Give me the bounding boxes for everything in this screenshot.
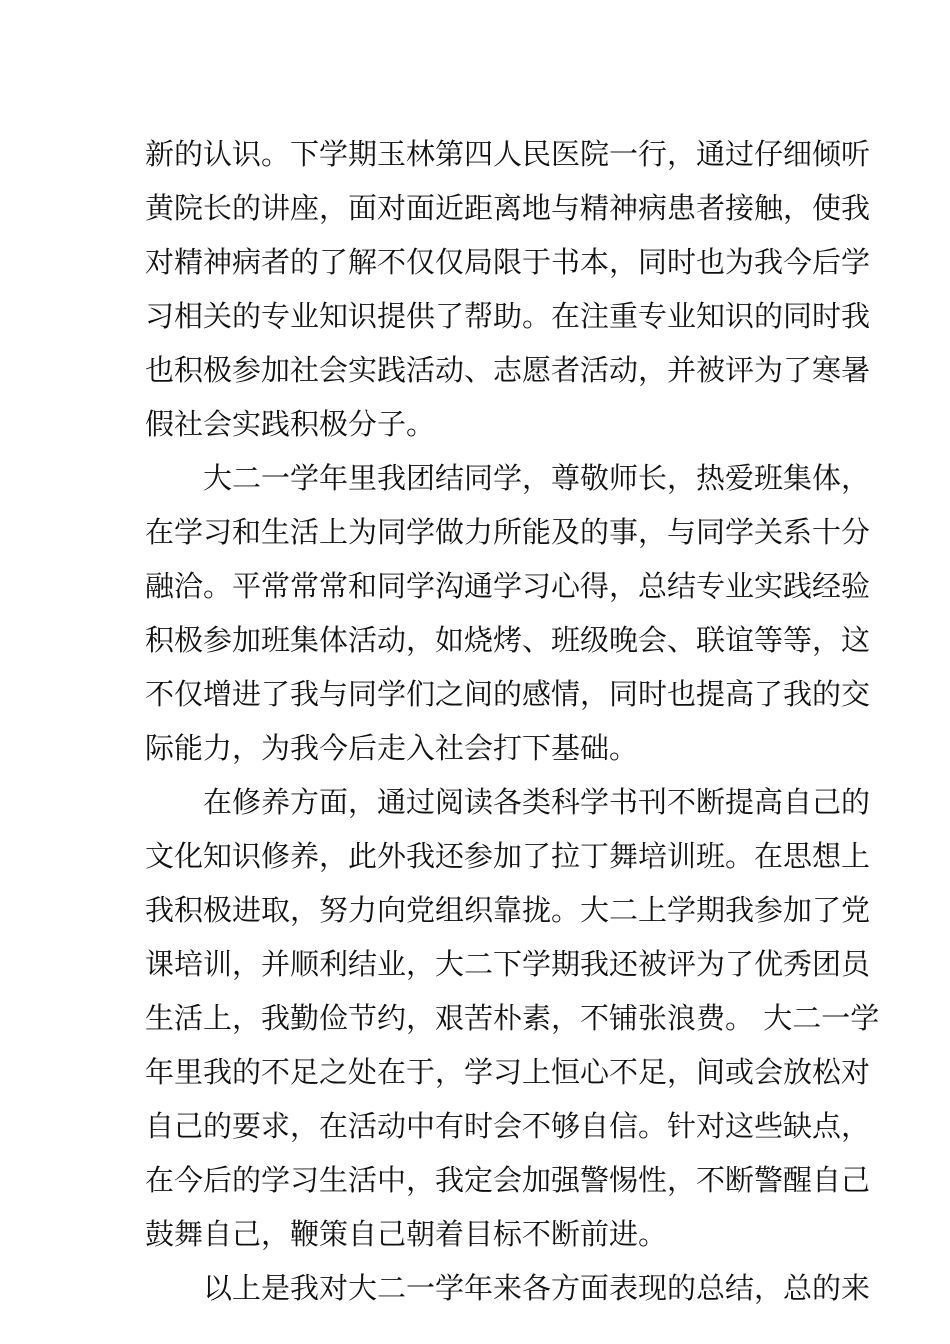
text-line: 课培训，并顺利结业，大二下学期我还被评为了优秀团员 (145, 947, 871, 981)
text-line: 融洽。平常常常和同学沟通学习心得，总结专业实践经验 (145, 569, 871, 603)
text-line: 对精神病者的了解不仅仅局限于书本，同时也为我今后学 (145, 245, 871, 279)
text-line: 在学习和生活上为同学做力所能及的事，与同学关系十分 (145, 515, 871, 549)
text-line: 大二一学年里我团结同学，尊敬师长，热爱班集体， (145, 461, 871, 495)
text-line: 习相关的专业知识提供了帮助。在注重专业知识的同时我 (145, 299, 871, 333)
text-line: 积极参加班集体活动，如烧烤、班级晚会、联谊等等，这 (145, 623, 871, 657)
text-line: 黄院长的讲座，面对面近距离地与精神病患者接触，使我 (145, 191, 871, 225)
text-line: 年里我的不足之处在于，学习上恒心不足，间或会放松对 (145, 1055, 871, 1089)
text-line: 文化知识修养，此外我还参加了拉丁舞培训班。在思想上 (145, 839, 871, 873)
text-line: 新的认识。下学期玉林第四人民医院一行，通过仔细倾听 (145, 137, 871, 171)
text-line: 我积极进取，努力向党组织靠拢。大二上学期我参加了党 (145, 893, 871, 927)
text-line: 在今后的学习生活中，我定会加强警惕性，不断警醒自己 (145, 1163, 871, 1197)
text-line: 以上是我对大二一学年来各方面表现的总结，总的来 (145, 1271, 871, 1305)
text-line: 不仅增进了我与同学们之间的感情，同时也提高了我的交 (145, 677, 871, 711)
text-line: 假社会实践积极分子。 (145, 407, 436, 441)
text-line: 在修养方面，通过阅读各类科学书刊不断提高自己的 (145, 785, 871, 819)
text-line: 生活上，我勤俭节约，艰苦朴素，不铺张浪费。 大二一学 (145, 1001, 880, 1035)
text-line: 际能力，为我今后走入社会打下基础。 (145, 731, 639, 765)
text-line: 也积极参加社会实践活动、志愿者活动，并被评为了寒暑 (145, 353, 871, 387)
text-line: 鼓舞自己，鞭策自己朝着目标不断前进。 (145, 1217, 668, 1251)
body-text (145, 127, 880, 1315)
text-line: 自己的要求，在活动中有时会不够自信。针对这些缺点， (145, 1109, 871, 1143)
